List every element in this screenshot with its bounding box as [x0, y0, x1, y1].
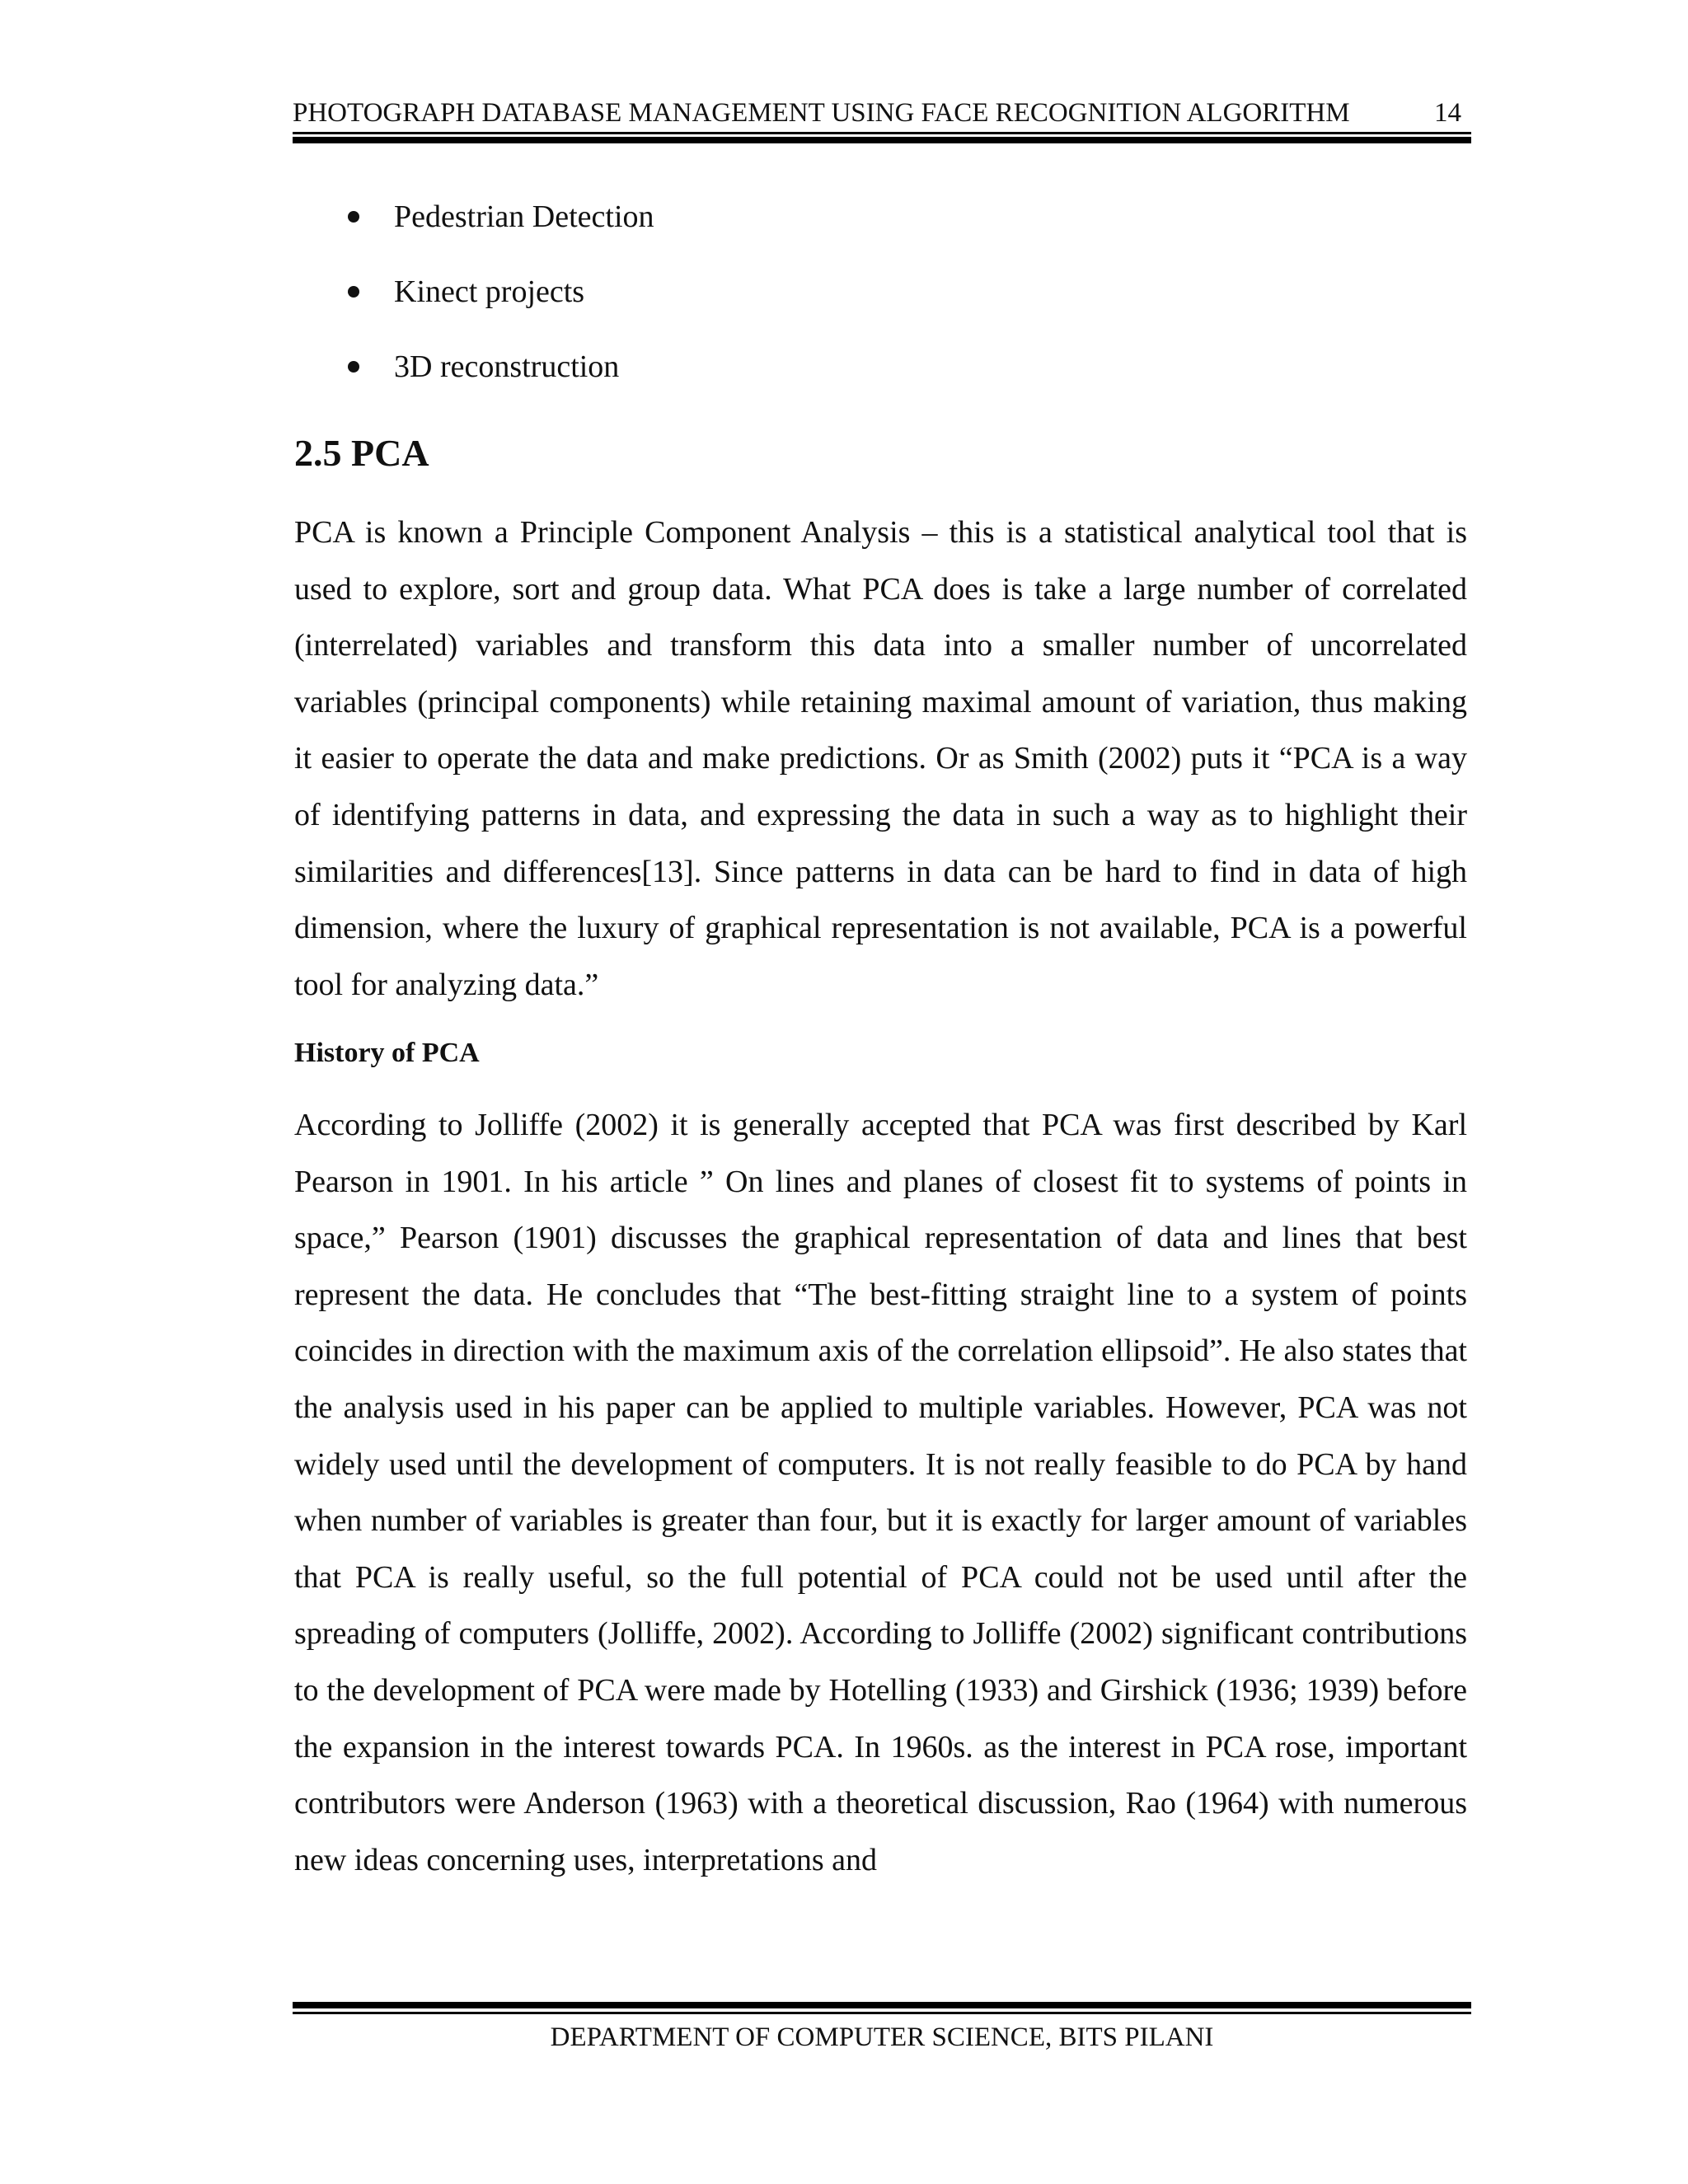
bullet-icon [348, 211, 359, 223]
pca-paragraph: PCA is known a Principle Component Analysis – this is a statistical analytical tool that is used to explore, sort and group data. What PCA does is take a large number of correlated (interrelated) variables and transform this data into a smaller number of uncorrelated variables (principal components) while retaining maximal amount of variation, thus making it easier to operate the data and make predictions. Or as Smith (2002) puts it “PCA is a way of identifying patterns in data, and expressing the data in such a way as to highlight their similarities and differences[13]. Since patterns in data can be hard to find in data of high dimension, where the luxury of graphical representation is not available, PCA is a powerful tool for analyzing data.” [294, 515, 1467, 1002]
page-number: 14 [1434, 98, 1461, 128]
list-item-text: 3D reconstruction [394, 349, 620, 384]
section-heading: 2.5 PCA [294, 432, 429, 474]
header-title: PHOTOGRAPH DATABASE MANAGEMENT USING FACE RECOGNITION ALGORITHM [293, 98, 1350, 128]
bullet-icon [348, 361, 359, 373]
header-rule-thin [293, 132, 1471, 134]
list-item-text: Kinect projects [394, 274, 585, 309]
page-header [293, 96, 1471, 129]
list-item [346, 197, 654, 272]
page-footer: DEPARTMENT OF COMPUTER SCIENCE, BITS PILANI [550, 2022, 1214, 2052]
history-paragraph: According to Jolliffe (2002) it is generally accepted that PCA was first described by Karl Pearson in 1901. In his article ” On lines and planes of closest fit to systems of points in space,” Pearson (1901) discusses the graphical representation of data and lines that best represent the data. He concludes that “The best-fitting straight line to a system of points coincides in direction with the maximum axis of the correlation ellipsoid”. He also states that the analysis used in his paper can be applied to multiple variables. However, PCA was not widely used until the development of computers. It is not really feasible to do PCA by hand when number of variables is greater than four, but it is exactly for larger amount of variables that PCA is really useful, so the full potential of PCA could not be used until after the spreading of computers (Jolliffe, 2002). According to Jolliffe (2002) significant contributions to the development of PCA were made by Hotelling (1933) and Girshick (1936; 1939) before the expansion in the interest towards PCA. In 1960s. as the interest in PCA rose, important contributors were Anderson (1963) with a theoretical discussion, Rao (1964) with numerous new ideas concerning uses, interpretations and [294, 1108, 1467, 1877]
header-rule-thick [293, 137, 1471, 143]
list-item [346, 272, 654, 347]
list-item-text: Pedestrian Detection [394, 199, 654, 234]
footer-rule-thick [293, 2002, 1471, 2008]
history-heading: History of PCA [294, 1038, 480, 1068]
bullet-list [346, 197, 654, 422]
footer-rule-thin [293, 2012, 1471, 2014]
list-item [346, 347, 654, 422]
bullet-icon [348, 286, 359, 298]
